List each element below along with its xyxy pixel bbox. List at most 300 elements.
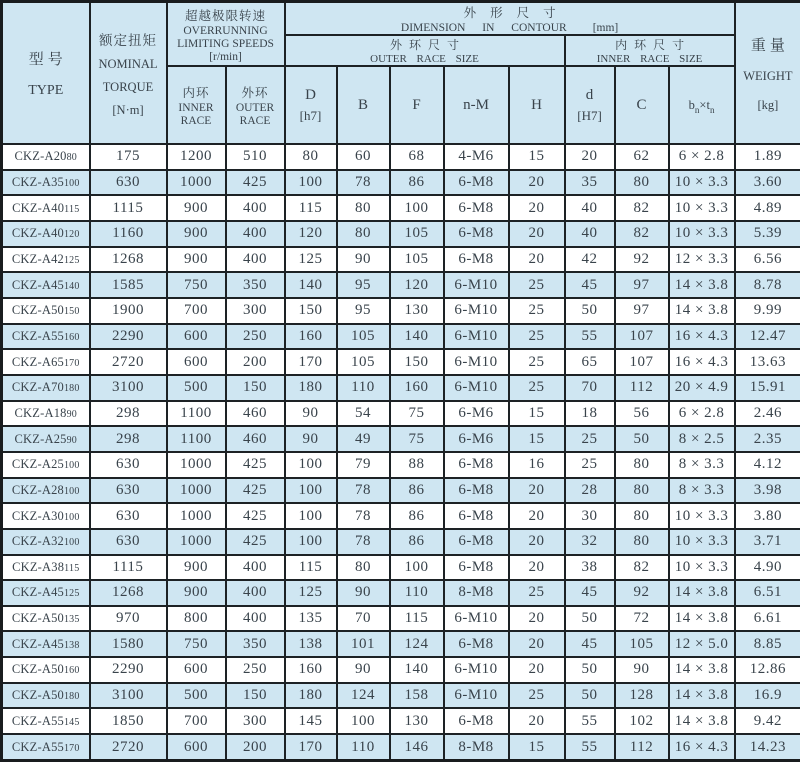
speed-outer-en1: OUTER bbox=[235, 102, 275, 114]
cell-inner-speed: 900 bbox=[167, 247, 226, 273]
cell-D: 160 bbox=[285, 657, 337, 683]
cell-B: 54 bbox=[337, 401, 390, 427]
model-prefix: CKZ-A45 bbox=[11, 277, 64, 292]
model-prefix: CKZ-A18 bbox=[14, 405, 67, 420]
model-prefix: CKZ-A38 bbox=[12, 559, 65, 574]
model-suffix: 90 bbox=[66, 408, 77, 420]
cell-D: 125 bbox=[285, 580, 337, 606]
cell-d: 65 bbox=[565, 349, 615, 375]
cell-inner-speed: 600 bbox=[167, 734, 226, 760]
cell-weight: 5.39 bbox=[735, 221, 800, 247]
cell-d: 40 bbox=[565, 195, 615, 221]
cell-outer-speed: 400 bbox=[226, 580, 285, 606]
model-suffix: 135 bbox=[63, 614, 80, 626]
cell-bt: 10 × 3.3 bbox=[669, 503, 735, 529]
cell-B: 110 bbox=[337, 375, 390, 401]
model-suffix: 150 bbox=[63, 306, 80, 318]
cell-nM: 6-M8 bbox=[444, 478, 509, 504]
cell-inner-speed: 600 bbox=[167, 349, 226, 375]
cell-torque: 1580 bbox=[90, 631, 167, 657]
cell-B: 80 bbox=[337, 555, 390, 581]
cell-weight: 2.46 bbox=[735, 401, 800, 427]
model-prefix: CKZ-A32 bbox=[11, 534, 64, 549]
cell-torque: 630 bbox=[90, 478, 167, 504]
cell-C: 97 bbox=[615, 272, 669, 298]
table-row bbox=[2, 170, 800, 196]
table-row bbox=[2, 375, 800, 401]
cell-weight: 6.51 bbox=[735, 580, 800, 606]
cell-C: 56 bbox=[615, 401, 669, 427]
cell-bt: 14 × 3.8 bbox=[669, 708, 735, 734]
cell-outer-speed: 400 bbox=[226, 606, 285, 632]
cell-bt: 14 × 3.8 bbox=[669, 657, 735, 683]
table-row bbox=[2, 555, 800, 581]
type-label-en: TYPE bbox=[28, 82, 64, 98]
cell-model bbox=[2, 734, 90, 760]
cell-d: 35 bbox=[565, 170, 615, 196]
cell-D: 135 bbox=[285, 606, 337, 632]
cell-bt: 10 × 3.3 bbox=[669, 170, 735, 196]
cell-F: 100 bbox=[390, 195, 444, 221]
cell-bt: 14 × 3.8 bbox=[669, 580, 735, 606]
cell-C: 92 bbox=[615, 580, 669, 606]
cell-inner-speed: 1000 bbox=[167, 503, 226, 529]
cell-d: 55 bbox=[565, 734, 615, 760]
cell-model bbox=[2, 555, 90, 581]
cell-F: 115 bbox=[390, 606, 444, 632]
cell-B: 70 bbox=[337, 606, 390, 632]
cell-d: 38 bbox=[565, 555, 615, 581]
model-prefix: CKZ-A70 bbox=[11, 380, 64, 395]
cell-weight: 16.9 bbox=[735, 683, 800, 709]
cell-inner-speed: 600 bbox=[167, 324, 226, 350]
col-header-overrunning-speeds bbox=[167, 2, 285, 67]
cell-weight: 8.78 bbox=[735, 272, 800, 298]
cell-F: 75 bbox=[390, 401, 444, 427]
cell-nM: 6-M8 bbox=[444, 708, 509, 734]
cell-nM: 6-M10 bbox=[444, 683, 509, 709]
cell-inner-speed: 800 bbox=[167, 606, 226, 632]
model-prefix: CKZ-A45 bbox=[11, 636, 64, 651]
torque-unit: [N·m] bbox=[112, 102, 144, 117]
cell-bt: 14 × 3.8 bbox=[669, 683, 735, 709]
cell-D: 80 bbox=[285, 144, 337, 170]
cell-H: 20 bbox=[509, 478, 565, 504]
model-suffix: 125 bbox=[63, 588, 80, 600]
col-header-bt bbox=[669, 66, 735, 144]
cell-D: 150 bbox=[285, 298, 337, 324]
model-suffix: 100 bbox=[63, 511, 80, 523]
model-prefix: CKZ-A50 bbox=[11, 688, 64, 703]
model-suffix: 90 bbox=[66, 434, 77, 446]
cell-bt: 8 × 2.5 bbox=[669, 426, 735, 452]
dimension-en-text: DIMENSION IN CONTOUR bbox=[400, 22, 567, 34]
cell-d: 42 bbox=[565, 247, 615, 273]
cell-C: 92 bbox=[615, 247, 669, 273]
cell-outer-speed: 200 bbox=[226, 734, 285, 760]
cell-C: 107 bbox=[615, 349, 669, 375]
cell-outer-speed: 350 bbox=[226, 272, 285, 298]
col-header-dimension bbox=[285, 2, 735, 36]
cell-C: 72 bbox=[615, 606, 669, 632]
cell-H: 20 bbox=[509, 555, 565, 581]
cell-d: 45 bbox=[565, 272, 615, 298]
table-row bbox=[2, 452, 800, 478]
cell-F: 130 bbox=[390, 298, 444, 324]
speed-outer-zh: 外环 bbox=[241, 86, 269, 100]
speed-inner-en1: INNER bbox=[178, 102, 214, 114]
cell-H: 25 bbox=[509, 375, 565, 401]
cell-C: 82 bbox=[615, 555, 669, 581]
cell-bt: 10 × 3.3 bbox=[669, 529, 735, 555]
cell-C: 80 bbox=[615, 478, 669, 504]
cell-inner-speed: 700 bbox=[167, 298, 226, 324]
cell-nM: 6-M10 bbox=[444, 298, 509, 324]
model-prefix: CKZ-A35 bbox=[11, 174, 64, 189]
cell-model bbox=[2, 221, 90, 247]
cell-d: 50 bbox=[565, 606, 615, 632]
weight-label-en: WEIGHT bbox=[743, 68, 793, 83]
cell-F: 88 bbox=[390, 452, 444, 478]
cell-inner-speed: 900 bbox=[167, 580, 226, 606]
table-row bbox=[2, 631, 800, 657]
cell-H: 20 bbox=[509, 529, 565, 555]
cell-torque: 630 bbox=[90, 529, 167, 555]
cell-F: 140 bbox=[390, 324, 444, 350]
cell-inner-speed: 750 bbox=[167, 631, 226, 657]
cell-F: 124 bbox=[390, 631, 444, 657]
cell-nM: 6-M10 bbox=[444, 606, 509, 632]
model-suffix: 145 bbox=[63, 716, 80, 728]
cell-D: 90 bbox=[285, 426, 337, 452]
cell-model bbox=[2, 452, 90, 478]
cell-model bbox=[2, 529, 90, 555]
cell-weight: 6.61 bbox=[735, 606, 800, 632]
table-row bbox=[2, 426, 800, 452]
cell-B: 80 bbox=[337, 195, 390, 221]
cell-D: 170 bbox=[285, 734, 337, 760]
cell-torque: 2720 bbox=[90, 734, 167, 760]
cell-torque: 1268 bbox=[90, 247, 167, 273]
cell-D: 115 bbox=[285, 555, 337, 581]
cell-torque: 298 bbox=[90, 401, 167, 427]
model-suffix: 100 bbox=[63, 460, 80, 472]
cell-bt: 16 × 4.3 bbox=[669, 324, 735, 350]
cell-C: 97 bbox=[615, 298, 669, 324]
dimension-unit: [mm] bbox=[592, 22, 619, 34]
cell-C: 82 bbox=[615, 221, 669, 247]
col-d-symbol: d bbox=[585, 86, 594, 103]
cell-torque: 970 bbox=[90, 606, 167, 632]
cell-inner-speed: 1100 bbox=[167, 426, 226, 452]
cell-D: 90 bbox=[285, 401, 337, 427]
cell-model bbox=[2, 349, 90, 375]
cell-bt: 16 × 4.3 bbox=[669, 349, 735, 375]
model-prefix: CKZ-A25 bbox=[11, 457, 64, 472]
table-header bbox=[2, 2, 800, 145]
cell-F: 86 bbox=[390, 478, 444, 504]
cell-nM: 6-M8 bbox=[444, 452, 509, 478]
cell-bt: 10 × 3.3 bbox=[669, 221, 735, 247]
cell-nM: 6-M10 bbox=[444, 349, 509, 375]
cell-B: 100 bbox=[337, 708, 390, 734]
cell-weight: 15.91 bbox=[735, 375, 800, 401]
cell-model bbox=[2, 657, 90, 683]
speed-inner-en2: RACE bbox=[180, 115, 212, 127]
cell-nM: 6-M6 bbox=[444, 426, 509, 452]
speed-outer-en2: RACE bbox=[239, 115, 271, 127]
cell-H: 15 bbox=[509, 401, 565, 427]
bt-sub2: n bbox=[709, 105, 715, 116]
cell-outer-speed: 425 bbox=[226, 529, 285, 555]
cell-model bbox=[2, 272, 90, 298]
model-suffix: 100 bbox=[63, 537, 80, 549]
bt-base1: b bbox=[688, 98, 695, 112]
cell-B: 105 bbox=[337, 324, 390, 350]
cell-C: 105 bbox=[615, 631, 669, 657]
cell-torque: 1850 bbox=[90, 708, 167, 734]
table-row bbox=[2, 195, 800, 221]
cell-bt: 14 × 3.8 bbox=[669, 606, 735, 632]
cell-outer-speed: 300 bbox=[226, 708, 285, 734]
table-row bbox=[2, 529, 800, 555]
cell-torque: 3100 bbox=[90, 683, 167, 709]
cell-H: 20 bbox=[509, 503, 565, 529]
model-prefix: CKZ-A28 bbox=[11, 482, 64, 497]
cell-F: 158 bbox=[390, 683, 444, 709]
cell-model bbox=[2, 324, 90, 350]
cell-nM: 6-M8 bbox=[444, 529, 509, 555]
table-row bbox=[2, 324, 800, 350]
cell-H: 16 bbox=[509, 452, 565, 478]
speeds-label-en2: LIMITING SPEEDS bbox=[177, 37, 274, 50]
cell-model bbox=[2, 478, 90, 504]
cell-H: 20 bbox=[509, 195, 565, 221]
speeds-unit: [r/min] bbox=[209, 50, 242, 63]
cell-torque: 630 bbox=[90, 503, 167, 529]
cell-nM: 6-M8 bbox=[444, 555, 509, 581]
cell-D: 115 bbox=[285, 195, 337, 221]
cell-nM: 6-M8 bbox=[444, 503, 509, 529]
cell-D: 145 bbox=[285, 708, 337, 734]
col-D-tolerance: [h7] bbox=[299, 107, 322, 123]
model-prefix: CKZ-A50 bbox=[11, 303, 64, 318]
table-row bbox=[2, 247, 800, 273]
cell-D: 100 bbox=[285, 529, 337, 555]
cell-torque: 2290 bbox=[90, 657, 167, 683]
cell-torque: 3100 bbox=[90, 375, 167, 401]
dimension-label-en bbox=[286, 22, 734, 34]
cell-bt: 20 × 4.9 bbox=[669, 375, 735, 401]
cell-d: 30 bbox=[565, 503, 615, 529]
cell-weight: 4.12 bbox=[735, 452, 800, 478]
cell-torque: 1115 bbox=[90, 555, 167, 581]
cell-D: 100 bbox=[285, 478, 337, 504]
cell-C: 80 bbox=[615, 529, 669, 555]
cell-d: 20 bbox=[565, 144, 615, 170]
cell-C: 107 bbox=[615, 324, 669, 350]
type-label-zh: 型号 bbox=[28, 51, 67, 68]
cell-F: 75 bbox=[390, 426, 444, 452]
cell-outer-speed: 400 bbox=[226, 247, 285, 273]
cell-D: 180 bbox=[285, 375, 337, 401]
cell-outer-speed: 400 bbox=[226, 221, 285, 247]
cell-B: 110 bbox=[337, 734, 390, 760]
cell-F: 146 bbox=[390, 734, 444, 760]
cell-d: 45 bbox=[565, 580, 615, 606]
cell-inner-speed: 900 bbox=[167, 195, 226, 221]
cell-B: 101 bbox=[337, 631, 390, 657]
cell-F: 86 bbox=[390, 170, 444, 196]
cell-H: 25 bbox=[509, 683, 565, 709]
col-header-nominal-torque bbox=[90, 2, 167, 145]
cell-H: 15 bbox=[509, 426, 565, 452]
cell-D: 180 bbox=[285, 683, 337, 709]
cell-F: 120 bbox=[390, 272, 444, 298]
cell-H: 15 bbox=[509, 734, 565, 760]
cell-weight: 3.71 bbox=[735, 529, 800, 555]
cell-C: 80 bbox=[615, 503, 669, 529]
cell-nM: 6-M6 bbox=[444, 401, 509, 427]
cell-inner-speed: 600 bbox=[167, 657, 226, 683]
cell-bt: 14 × 3.8 bbox=[669, 298, 735, 324]
table-row bbox=[2, 272, 800, 298]
cell-F: 150 bbox=[390, 349, 444, 375]
speeds-label-en1: OVERRUNNING bbox=[183, 24, 268, 37]
cell-weight: 6.56 bbox=[735, 247, 800, 273]
cell-torque: 2720 bbox=[90, 349, 167, 375]
model-prefix: CKZ-A20 bbox=[14, 149, 67, 164]
cell-weight: 14.23 bbox=[735, 734, 800, 760]
cell-weight: 1.89 bbox=[735, 144, 800, 170]
table-row bbox=[2, 683, 800, 709]
model-prefix: CKZ-A40 bbox=[12, 200, 65, 215]
cell-torque: 630 bbox=[90, 170, 167, 196]
model-prefix: CKZ-A65 bbox=[11, 354, 64, 369]
bt-sub1: n bbox=[694, 105, 700, 116]
cell-d: 32 bbox=[565, 529, 615, 555]
torque-label-en1: NOMINAL bbox=[98, 56, 158, 71]
cell-H: 25 bbox=[509, 349, 565, 375]
table-body bbox=[2, 144, 800, 761]
cell-torque: 1268 bbox=[90, 580, 167, 606]
cell-H: 25 bbox=[509, 272, 565, 298]
cell-model bbox=[2, 170, 90, 196]
model-prefix: CKZ-A40 bbox=[11, 226, 64, 241]
cell-outer-speed: 200 bbox=[226, 349, 285, 375]
cell-D: 160 bbox=[285, 324, 337, 350]
cell-weight: 3.80 bbox=[735, 503, 800, 529]
cell-H: 20 bbox=[509, 708, 565, 734]
cell-C: 62 bbox=[615, 144, 669, 170]
cell-bt: 10 × 3.3 bbox=[669, 195, 735, 221]
cell-H: 15 bbox=[509, 144, 565, 170]
cell-inner-speed: 1000 bbox=[167, 452, 226, 478]
cell-B: 90 bbox=[337, 247, 390, 273]
bt-base2: t bbox=[706, 98, 710, 112]
cell-model bbox=[2, 631, 90, 657]
cell-model bbox=[2, 144, 90, 170]
cell-nM: 6-M10 bbox=[444, 375, 509, 401]
cell-inner-speed: 1000 bbox=[167, 478, 226, 504]
cell-nM: 4-M6 bbox=[444, 144, 509, 170]
cell-C: 82 bbox=[615, 195, 669, 221]
cell-weight: 12.47 bbox=[735, 324, 800, 350]
cell-inner-speed: 900 bbox=[167, 555, 226, 581]
cell-d: 28 bbox=[565, 478, 615, 504]
cell-D: 120 bbox=[285, 221, 337, 247]
cell-torque: 630 bbox=[90, 452, 167, 478]
cell-B: 78 bbox=[337, 478, 390, 504]
table-row bbox=[2, 221, 800, 247]
model-suffix: 140 bbox=[63, 280, 80, 292]
cell-model bbox=[2, 580, 90, 606]
cell-F: 100 bbox=[390, 555, 444, 581]
cell-nM: 6-M8 bbox=[444, 631, 509, 657]
cell-inner-speed: 900 bbox=[167, 221, 226, 247]
cell-inner-speed: 700 bbox=[167, 708, 226, 734]
cell-C: 112 bbox=[615, 375, 669, 401]
col-header-D bbox=[285, 66, 337, 144]
cell-weight: 3.60 bbox=[735, 170, 800, 196]
cell-inner-speed: 500 bbox=[167, 683, 226, 709]
cell-weight: 2.35 bbox=[735, 426, 800, 452]
cell-D: 170 bbox=[285, 349, 337, 375]
speed-inner-zh: 内环 bbox=[182, 86, 210, 100]
table-row bbox=[2, 401, 800, 427]
cell-d: 25 bbox=[565, 426, 615, 452]
col-header-type bbox=[2, 2, 90, 145]
cell-B: 95 bbox=[337, 298, 390, 324]
cell-bt: 8 × 3.3 bbox=[669, 452, 735, 478]
cell-model bbox=[2, 247, 90, 273]
cell-B: 95 bbox=[337, 272, 390, 298]
cell-bt: 10 × 3.3 bbox=[669, 555, 735, 581]
dimension-label-zh: 外形尺寸 bbox=[463, 6, 570, 20]
col-header-H: H bbox=[509, 66, 565, 144]
cell-D: 140 bbox=[285, 272, 337, 298]
cell-weight: 9.42 bbox=[735, 708, 800, 734]
table-row bbox=[2, 478, 800, 504]
cell-H: 20 bbox=[509, 221, 565, 247]
torque-label-zh: 额定扭矩 bbox=[99, 32, 157, 48]
cell-d: 18 bbox=[565, 401, 615, 427]
table-row bbox=[2, 606, 800, 632]
cell-B: 78 bbox=[337, 503, 390, 529]
cell-nM: 6-M10 bbox=[444, 657, 509, 683]
cell-B: 124 bbox=[337, 683, 390, 709]
cell-model bbox=[2, 298, 90, 324]
bt-times: × bbox=[699, 98, 707, 112]
col-header-d bbox=[565, 66, 615, 144]
table-row bbox=[2, 734, 800, 760]
cell-model bbox=[2, 375, 90, 401]
cell-nM: 6-M8 bbox=[444, 221, 509, 247]
table-row bbox=[2, 503, 800, 529]
model-prefix: CKZ-A42 bbox=[11, 251, 64, 266]
cell-torque: 1585 bbox=[90, 272, 167, 298]
cell-B: 80 bbox=[337, 221, 390, 247]
model-prefix: CKZ-A55 bbox=[11, 739, 64, 754]
col-header-speed-outer-race bbox=[226, 66, 285, 144]
model-prefix: CKZ-A45 bbox=[11, 585, 64, 600]
model-prefix: CKZ-A50 bbox=[11, 611, 64, 626]
cell-nM: 6-M8 bbox=[444, 195, 509, 221]
weight-label-zh: 重量 bbox=[750, 37, 789, 54]
cell-weight: 3.98 bbox=[735, 478, 800, 504]
cell-B: 78 bbox=[337, 529, 390, 555]
cell-D: 138 bbox=[285, 631, 337, 657]
